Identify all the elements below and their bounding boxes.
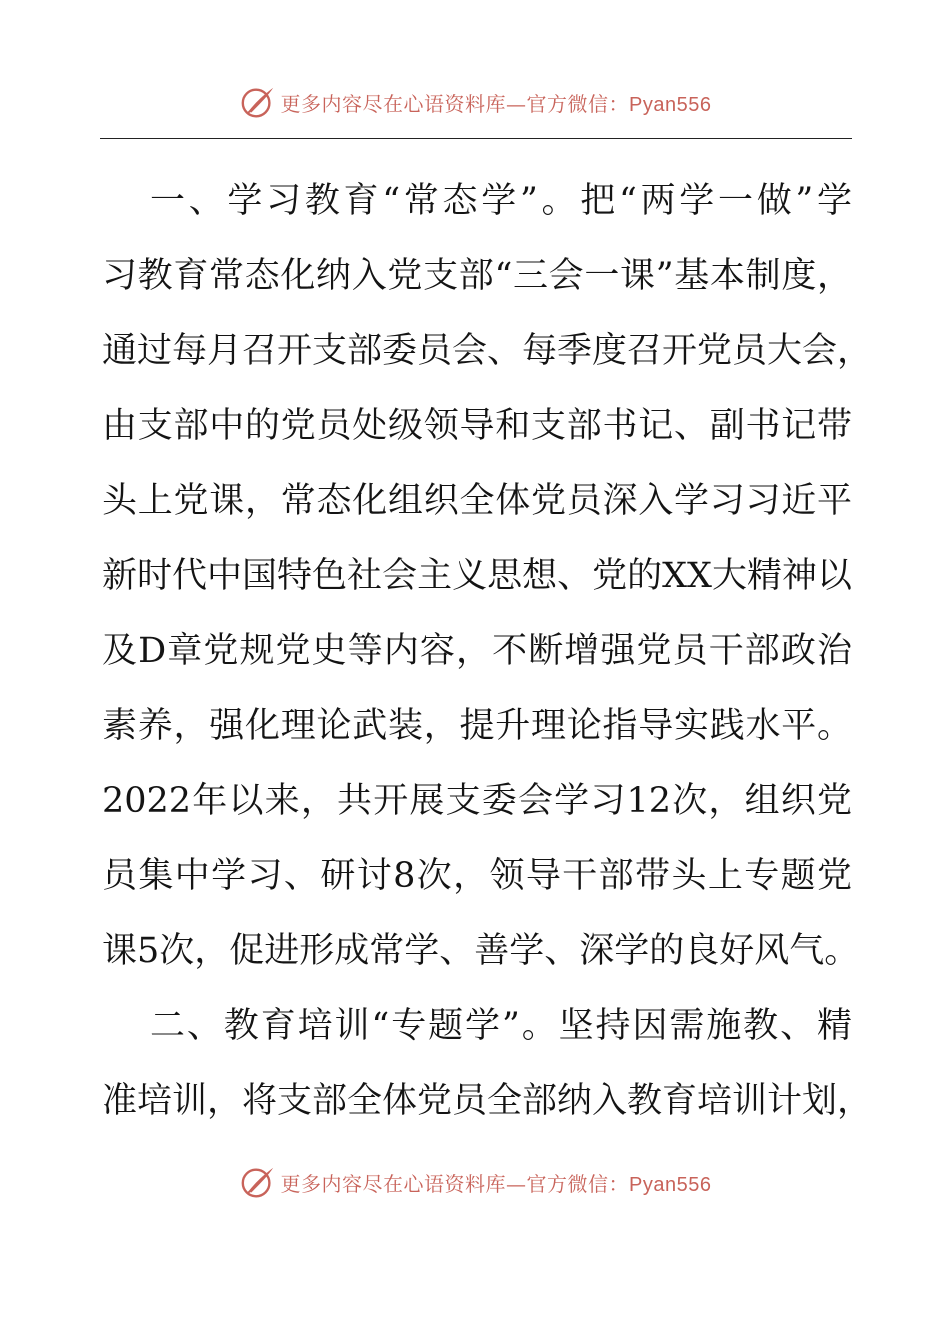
quill-pen-logo-icon xyxy=(239,83,277,121)
header-banner xyxy=(0,80,950,124)
text-line: 一、学习教育“常态学”。把“两学一做”学 xyxy=(150,181,852,221)
text-line: 素养，强化理论武装，提升理论指导实践水平。 xyxy=(102,706,852,746)
text-line: 二、教育培训“专题学”。坚持因需施教、精 xyxy=(150,1006,852,1046)
header-divider xyxy=(100,138,852,139)
body-text xyxy=(102,164,873,1139)
text-line: 课5次，促进形成常学、善学、深学的良好风气。 xyxy=(102,931,860,971)
header-wechat-id: Pyan556 xyxy=(629,93,712,116)
text-line: 2022年以来，共开展支委会学习12次，组织党 xyxy=(102,781,852,821)
header-banner-text: 更多内容尽在心语资料库—官方微信：Pyan556 xyxy=(280,91,712,116)
text-line: 头上党课，常态化组织全体党员深入学习习近平 xyxy=(102,481,852,521)
footer-wechat-id: Pyan556 xyxy=(629,1173,712,1196)
text-line: 习教育常态化纳入党支部“三会一课”基本制度， xyxy=(102,256,852,296)
text-line: 新时代中国特色社会主义思想、党的XX大精神以 xyxy=(102,556,852,596)
text-line: 及D章党规党史等内容，不断增强党员干部政治 xyxy=(102,631,852,671)
quill-pen-logo-icon xyxy=(239,1163,277,1201)
text-line: 由支部中的党员处级领导和支部书记、副书记带 xyxy=(102,406,852,446)
text-line: 员集中学习、研讨8次，领导干部带头上专题党 xyxy=(102,856,852,896)
text-line: 准培训，将支部全体党员全部纳入教育培训计划， xyxy=(102,1081,873,1121)
footer-banner-text: 更多内容尽在心语资料库—官方微信：Pyan556 xyxy=(280,1171,712,1196)
text-line: 通过每月召开支部委员会、每季度召开党员大会， xyxy=(102,331,873,371)
footer-banner xyxy=(0,1160,950,1204)
